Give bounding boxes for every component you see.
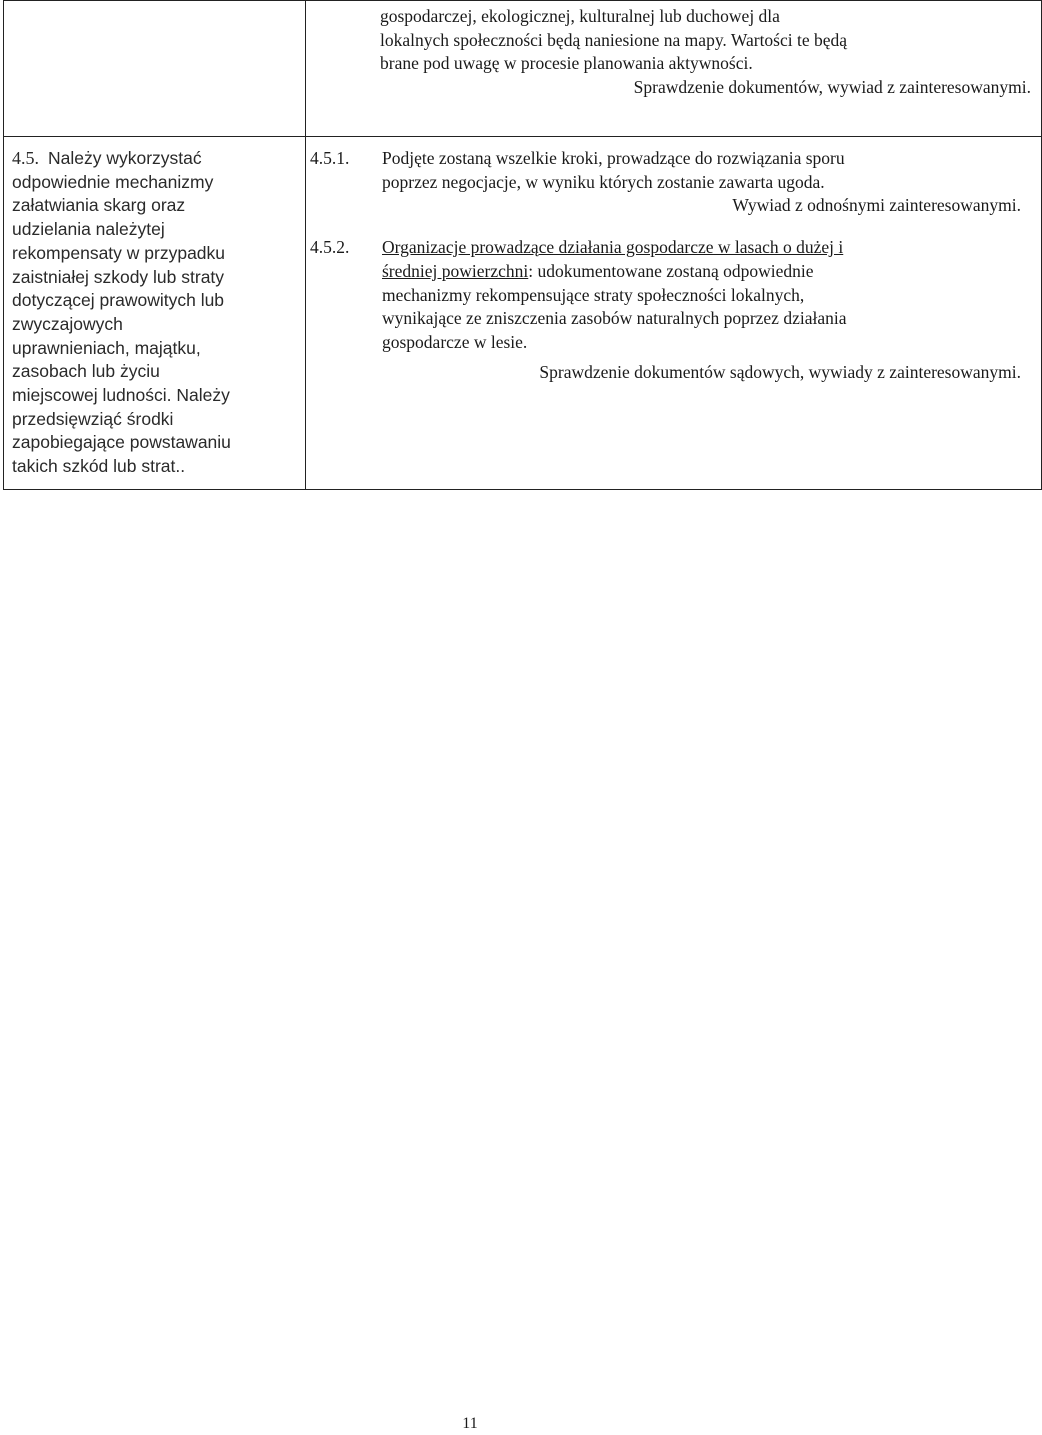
criteria-table [3, 0, 1042, 490]
indicator-4-5-1 [310, 147, 1031, 194]
empty-requirement-cell [4, 1, 306, 137]
continuation-line: brane pod uwagę w procesie planowania aktywności. [380, 53, 753, 73]
indicator-line: mechanizmy rekompensujące straty społeczności lokalnych, [382, 284, 805, 305]
continuation-cell [306, 1, 1042, 137]
indicator-line-underlined: średniej powierzchni [382, 260, 529, 281]
table-row-4-5 [4, 137, 1042, 490]
requirement-line: uprawnieniach, majątku, [12, 337, 201, 358]
page-number: 11 [462, 1415, 478, 1432]
requirement-cell [4, 137, 306, 490]
requirement-line: udzielania należytej [12, 219, 165, 240]
requirement-line: rekompensaty w przypadku [12, 242, 226, 263]
requirement-line: zaistniałej szkody lub straty [12, 266, 225, 287]
requirement-line: Należy wykorzystać [48, 148, 202, 168]
requirement-line: takich szkód lub strat.. [12, 456, 186, 477]
continuation-line: lokalnych społeczności będą naniesione na mapy. Wartości te będą [380, 29, 848, 50]
indicator-4-5-2 [310, 236, 1031, 355]
requirement-line: odpowiednie mechanizmy [12, 171, 214, 192]
requirement-line: zwyczajowych [12, 313, 123, 334]
indicator-line: gospodarcze w lesie. [382, 331, 528, 352]
table-row-continuation [4, 1, 1042, 137]
requirement-line: miejscowej ludności. Należy [12, 385, 230, 406]
verification-method: Wywiad z odnośnymi zainteresowanymi. [732, 195, 1021, 216]
verification-method: Sprawdzenie dokumentów, wywiad z zainteresowanymi. [633, 76, 1031, 97]
indicator-line: : udokumentowane zostaną odpowiednie [528, 260, 814, 281]
requirement-line: załatwiania skarg oraz [12, 195, 186, 216]
requirement-line: zasobach lub życiu [12, 361, 160, 382]
requirement-line: zapobiegające powstawaniu [12, 432, 231, 453]
requirement-line: przedsięwziąć środki [12, 408, 174, 429]
continuation-line: gospodarczej, ekologicznej, kulturalnej lub duchowej dla [380, 6, 780, 26]
indicator-number: 4.5.2. [310, 237, 350, 258]
requirement-number: 4.5. [12, 148, 39, 168]
verification-method: Sprawdzenie dokumentów sądowych, wywiady z zainteresowanymi. [539, 361, 1021, 382]
indicator-line: poprzez negocjacje, w wyniku których zostanie zawarta ugoda. [382, 171, 825, 192]
indicators-cell [306, 137, 1042, 490]
requirement-line: dotyczącej prawowitych lub [12, 290, 225, 311]
requirement-text [48, 147, 299, 171]
indicator-line: Podjęte zostaną wszelkie kroki, prowadzące do rozwiązania sporu [382, 148, 845, 168]
indicator-line-underlined: Organizacje prowadzące działania gospodarcze w lasach o dużej i [382, 237, 844, 258]
indicator-number: 4.5.1. [310, 148, 350, 168]
indicator-line: wynikające ze zniszczenia zasobów naturalnych poprzez działania [382, 308, 847, 329]
